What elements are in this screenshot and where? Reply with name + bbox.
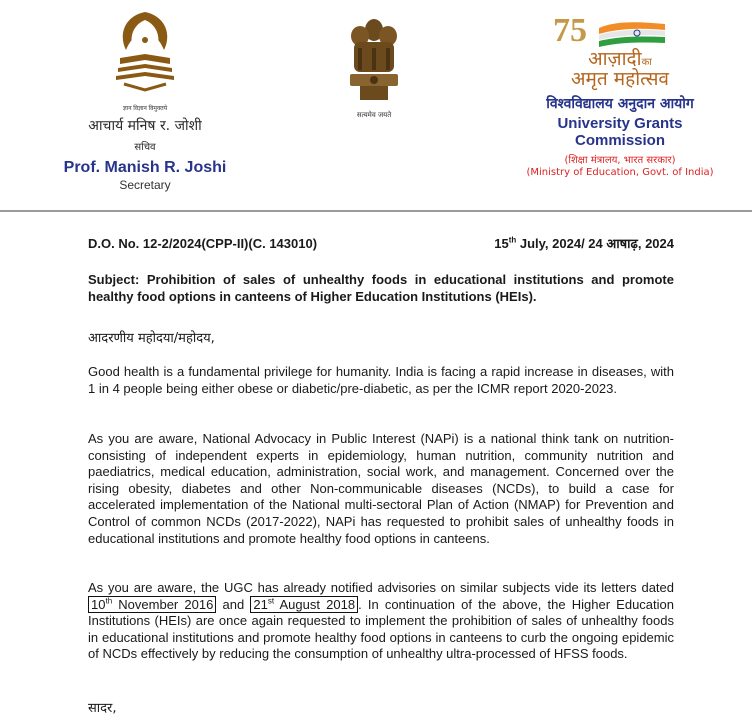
paragraph-3-start: As you are aware, the UGC has already notified advisories on similar subjects vide its letters dated	[88, 580, 674, 595]
emblem-motto: सत्यमेव जयते	[356, 111, 392, 119]
highlighted-date-1	[88, 596, 216, 613]
subject-line: Subject: Prohibition of sales of unhealthy foods in educational institutions and promote healthy food options in canteens of Higher Education Institutions (HEIs).	[88, 272, 674, 304]
sender-title-english: Secretary	[119, 178, 171, 192]
ministry-english: (Ministry of Education, Govt. of India)	[526, 166, 714, 178]
paragraph-3	[88, 580, 674, 663]
date-suffix: th	[508, 235, 517, 245]
date-rest: July, 2024/ 24 आषाढ़, 2024	[516, 236, 674, 251]
paragraph-3-and: and	[216, 596, 251, 612]
sender-name-hindi: आचार्य मनिष र. जोशी	[88, 118, 202, 134]
closing: सादर,	[88, 701, 117, 716]
motto-small: ज्ञान विज्ञान विमुक्तये	[122, 106, 168, 112]
sender-name-english: Prof. Manish R. Joshi	[63, 159, 227, 176]
date-day: 15	[494, 236, 509, 251]
date1-rest: November 2016	[112, 596, 214, 612]
ministry-hindi: (शिक्षा मंत्रालय, भारत सरकार)	[564, 154, 676, 166]
date1-suffix: th	[105, 596, 113, 606]
ugc-logo-icon	[110, 10, 180, 100]
flag-swoosh-icon	[597, 20, 667, 48]
sender-block	[20, 10, 270, 192]
azadi-line1: आज़ादी	[588, 48, 642, 70]
date2-day: 21	[253, 596, 268, 612]
azadi-line2: अमृत महोत्सव	[571, 67, 669, 90]
paragraph-2: As you are aware, National Advocacy in Public Interest (NAPi) is a national think tank on nutrition-consisting of independent experts in epidemiology, human nutrition, community nutrition and paediatrics, medical education, administration, social work, and management. Concerned over the rising obesity, diabetes and other Non-communicable diseases (NCDs), to build a case for accelerated implementation of the National multi-sectoral Plan of Action (NMAP) for Prevention and Control of common NCDs (2017-2022), NAPi has requested to prohibit sales of unhealthy foods in educational institutions and promote healthy food options in canteens.	[88, 431, 674, 546]
national-emblem	[339, 16, 409, 120]
header-divider	[0, 210, 752, 212]
do-number: D.O. No. 12-2/2024(CPP-II)(C. 143010)	[88, 236, 318, 251]
date2-rest: August 2018	[274, 596, 356, 612]
azadi-logo	[515, 12, 725, 50]
letter-date	[494, 236, 674, 253]
sender-title-hindi: सचिव	[134, 142, 156, 153]
azadi-ka: का	[641, 57, 652, 68]
salutation: आदरणीय महोदया/महोदय,	[88, 331, 215, 346]
reference-row	[88, 236, 674, 253]
ugc-name-hindi: विश्वविद्यालय अनुदान आयोग	[546, 95, 694, 112]
highlighted-date-2	[250, 596, 358, 613]
date1-day: 10	[91, 596, 106, 612]
date2-suffix: st	[267, 596, 275, 606]
paragraph-3-end: . In continuation of the above, the Higher Education Institutions (HEIs) are once again requested to implement the prohibition of sales of unhealthy foods in educational institutions and promote healthy food options in canteens to curb the ongoing epidemic of NCDs effectively by reducing the consumption of unhealthy ultra-processed of HFSS foods.	[88, 596, 675, 662]
lion-capital-icon	[344, 16, 404, 104]
ugc-block	[515, 12, 725, 178]
azadi-number: 75	[553, 12, 587, 49]
azadi-text	[515, 50, 725, 90]
ugc-name-english: University Grants Commission	[557, 114, 683, 149]
paragraph-1: Good health is a fundamental privilege for humanity. India is facing a rapid increase in diseases, with 1 in 4 people being either obese or diabetic/pre-diabetic, as per the ICMR report 2020-2023.	[88, 364, 674, 396]
